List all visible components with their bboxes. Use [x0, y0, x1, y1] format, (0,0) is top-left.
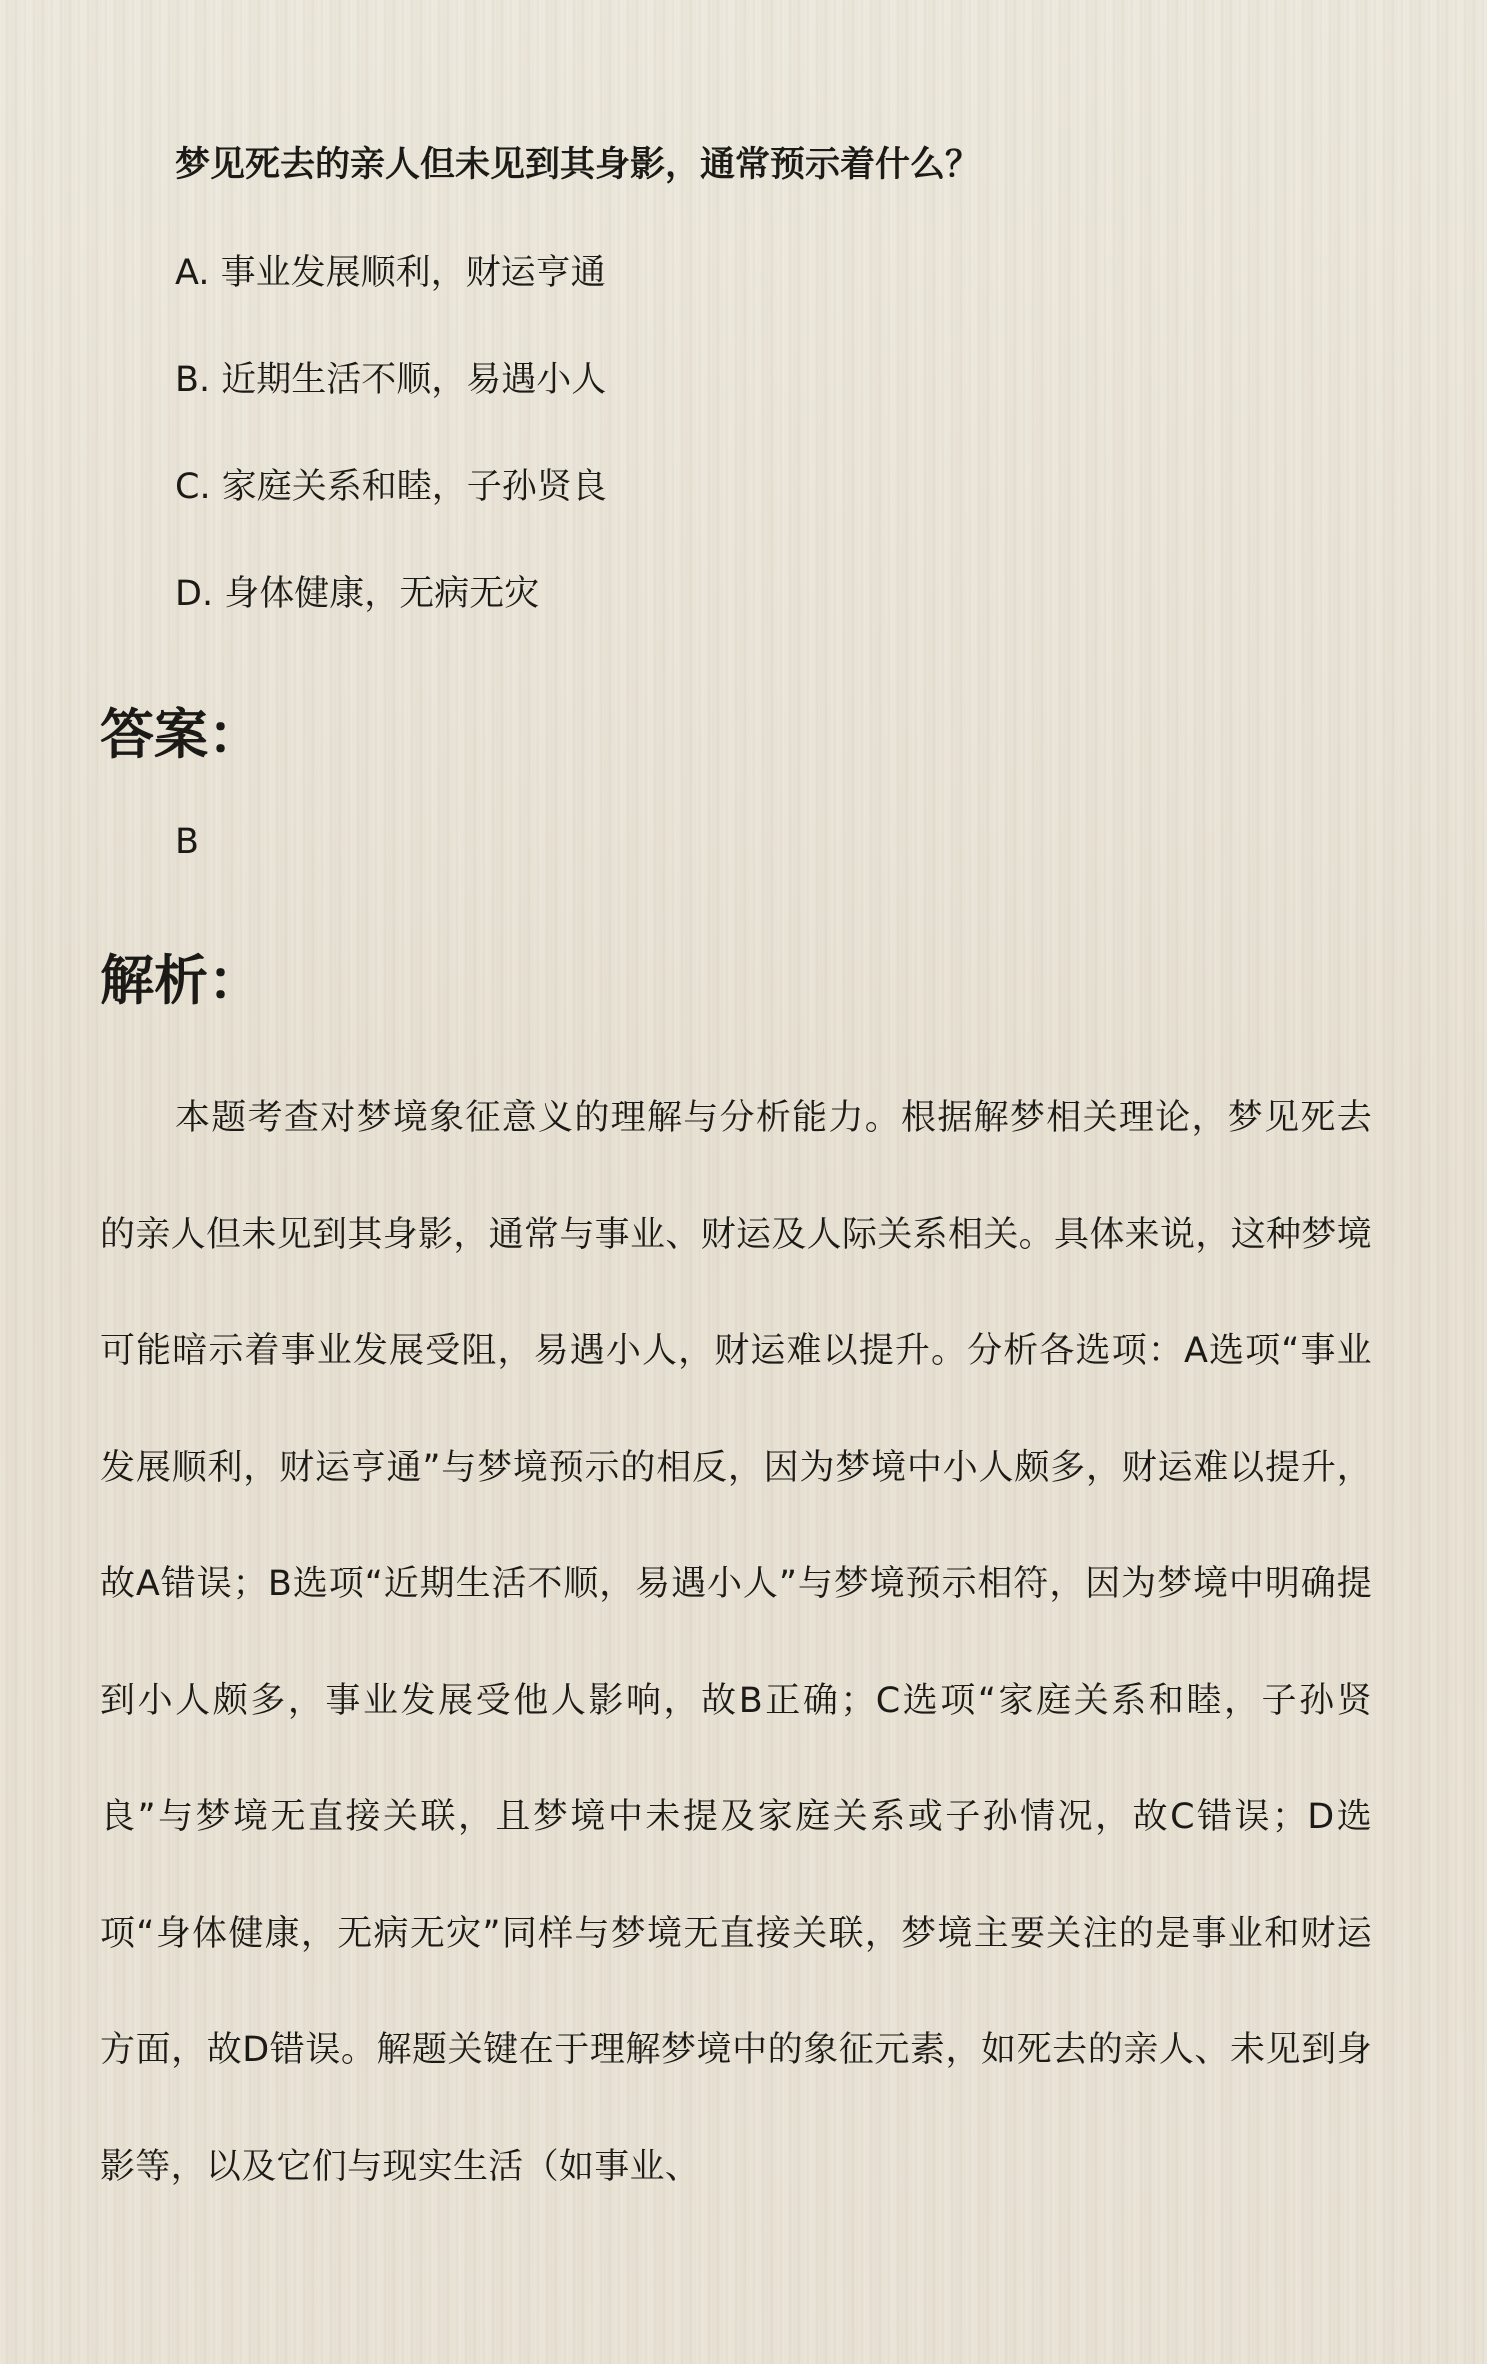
- analysis-heading: 解析：: [100, 949, 262, 1012]
- answer-value: B: [175, 822, 200, 862]
- analysis-paragraph: 本题考查对梦境象征意义的理解与分析能力。根据解梦相关理论，梦见死去的亲人但未见到其身影，通常与事业、财运及人际关系相关。具体来说，这种梦境可能暗示着事业发展受阻，易遇小人，财运难以提升。分析各选项：A选项“事业发展顺利，财运亨通”与梦境预示的相反，因为梦境中小人颇多，财运难以提升，故A错误；B选项“近期生活不顺，易遇小人”与梦境预示相符，因为梦境中明确提到小人颇多，事业发展受他人影响，故B正确；C选项“家庭关系和睦，子孙贤良”与梦境无直接关联，且梦境中未提及家庭关系或子孙情况，故C错误；D选项“身体健康，无病无灾”同样与梦境无直接关联，梦境主要关注的是事业和财运方面，故D错误。解题关键在于理解梦境中的象征元素，如死去的亲人、未见到身影等，以及它们与现实生活（如事业、: [100, 1098, 1372, 2187]
- option-b: B. 近期生活不顺，易遇小人: [175, 360, 607, 400]
- answer-heading: 答案：: [100, 703, 262, 766]
- option-a: A. 事业发展顺利，财运亨通: [175, 253, 606, 293]
- option-c: C. 家庭关系和睦，子孙贤良: [175, 467, 607, 507]
- options-list: [175, 248, 1375, 676]
- option-d: D. 身体健康，无病无灾: [175, 574, 540, 614]
- question-text: 梦见死去的亲人但未见到其身影，通常预示着什么？: [175, 145, 981, 185]
